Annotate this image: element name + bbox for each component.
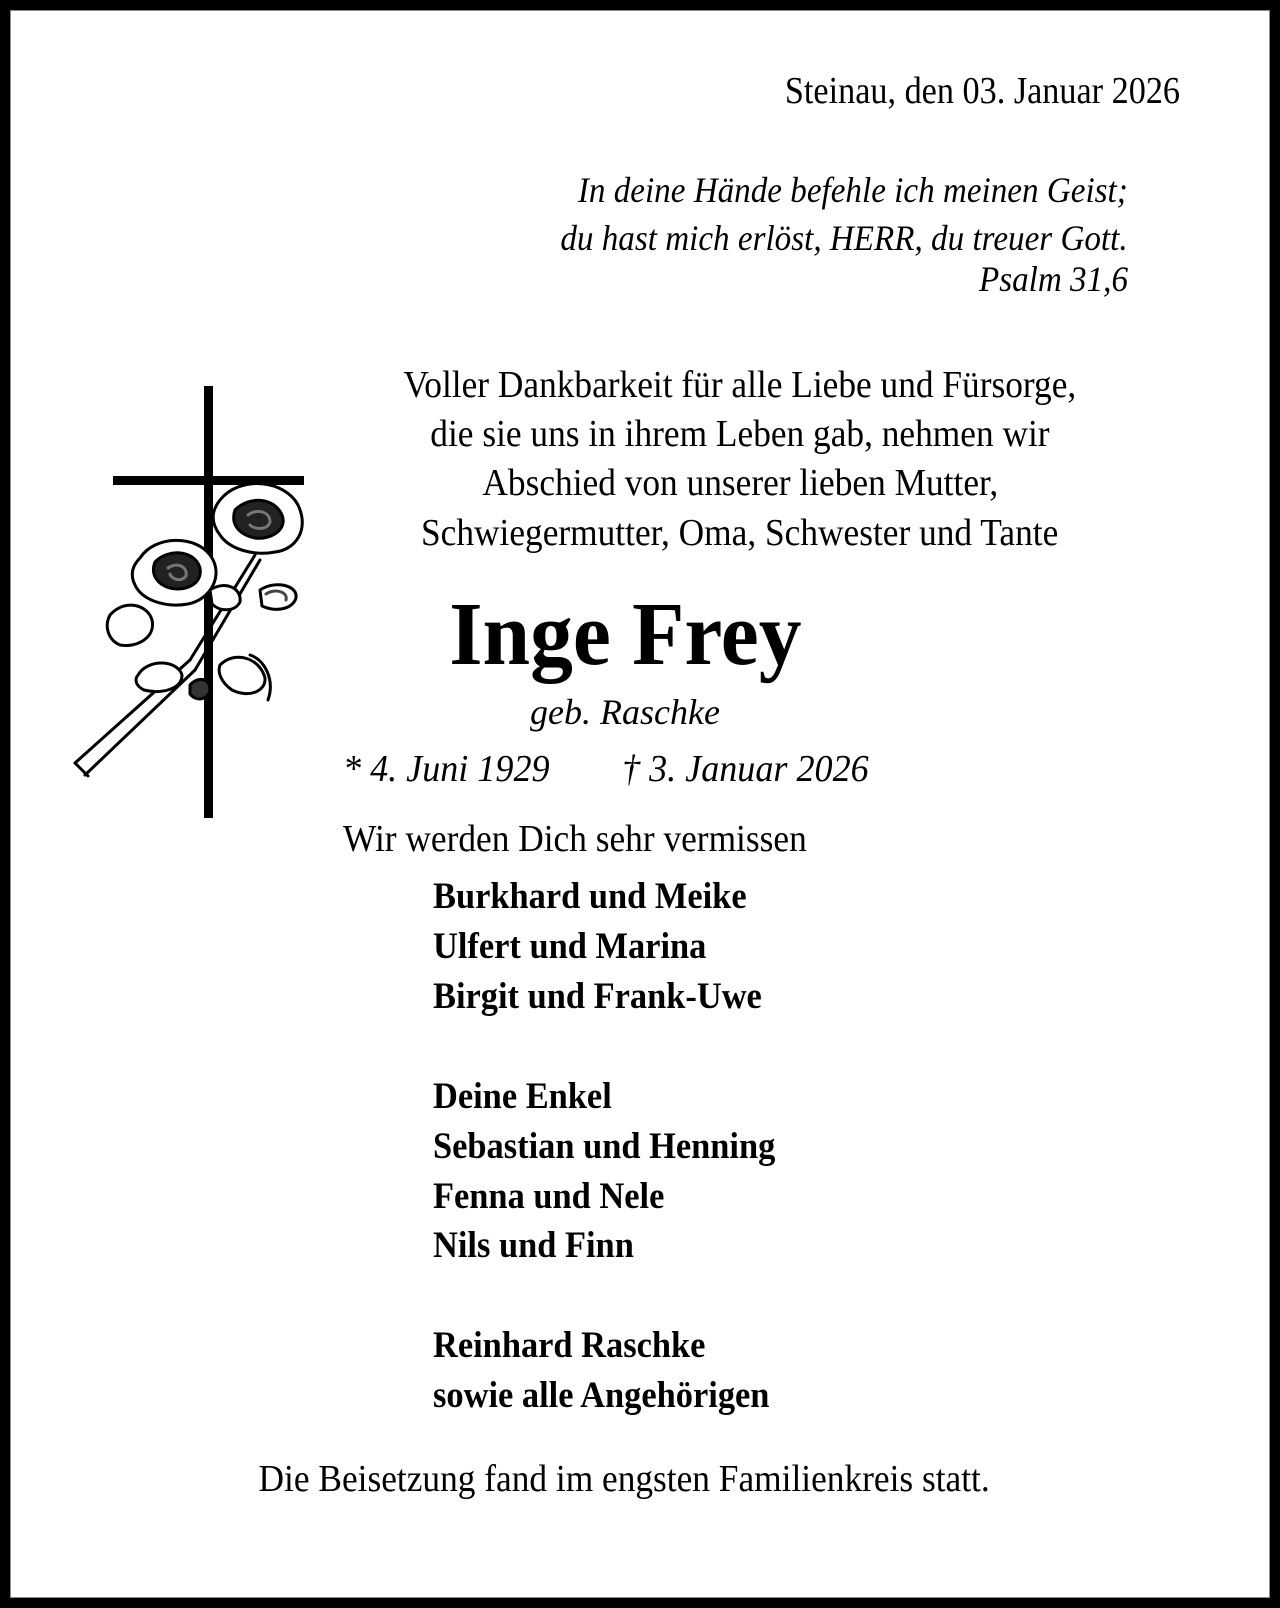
maiden-name: geb. Raschke xyxy=(530,692,720,732)
mourner-line: sowie alle Angehörigen xyxy=(433,1375,770,1416)
intro-line-2: die sie uns in ihrem Leben gab, nehmen wir xyxy=(430,413,1050,455)
birth-date: * 4. Juni 1929 xyxy=(343,748,550,790)
intro-line-4: Schwiegermutter, Oma, Schwester und Tante xyxy=(421,512,1059,554)
roses-icon xyxy=(70,480,320,800)
grandchildren-heading: Deine Enkel xyxy=(433,1076,612,1117)
intro-line-3: Abschied von unserer lieben Mutter, xyxy=(482,462,998,504)
deceased-name: Inge Frey xyxy=(448,585,802,684)
mourner-line: Birgit und Frank-Uwe xyxy=(433,976,762,1017)
funeral-note: Die Beisetzung fand im engsten Familienkreis statt. xyxy=(258,1458,990,1500)
place-date: Steinau, den 03. Januar 2026 xyxy=(784,70,1180,112)
verse-reference: Psalm 31,6 xyxy=(978,259,1128,299)
mourner-line: Reinhard Raschke xyxy=(433,1325,706,1366)
intro-line-1: Voller Dankbarkeit für alle Liebe und Fürsorge, xyxy=(403,364,1077,406)
verse-line-2: du hast mich erlöst, HERR, du treuer Gott. xyxy=(560,218,1128,258)
mourner-line: Ulfert und Marina xyxy=(433,926,707,967)
mourner-line: Nils und Finn xyxy=(433,1225,634,1266)
mourner-line: Fenna und Nele xyxy=(433,1176,665,1217)
closing-phrase: Wir werden Dich sehr vermissen xyxy=(343,818,807,860)
mourner-line: Sebastian und Henning xyxy=(433,1126,776,1167)
verse-line-1: In deine Hände befehle ich meinen Geist; xyxy=(578,170,1128,210)
mourner-line: Burkhard und Meike xyxy=(433,876,747,917)
death-date: † 3. Januar 2026 xyxy=(622,748,869,790)
